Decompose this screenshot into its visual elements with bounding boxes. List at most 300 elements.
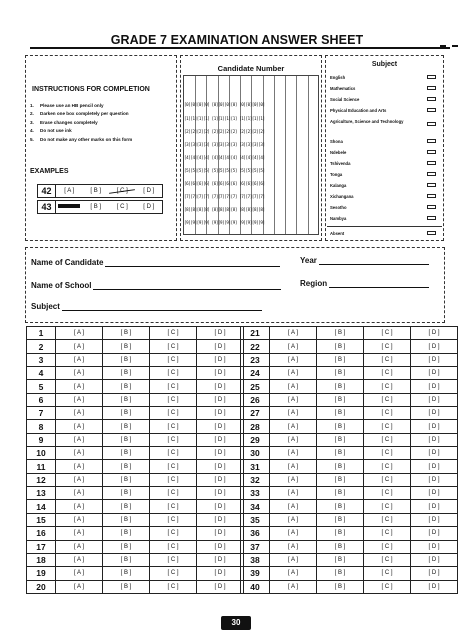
question-number: 23 <box>241 353 270 366</box>
region-label: Region <box>300 279 328 288</box>
subject-item: Physical Education and Arts <box>330 108 387 113</box>
answer-row <box>27 353 244 366</box>
answer-grid-right <box>240 326 458 594</box>
answer-option-a[interactable]: [ A ] <box>56 393 103 406</box>
subject-item: Agriculture, Science and Technology <box>330 119 404 124</box>
instructions-list <box>30 102 132 144</box>
answer-row <box>241 420 458 433</box>
answer-option-c[interactable]: [ C ] <box>364 540 411 553</box>
answer-option-c[interactable]: [ C ] <box>150 500 197 513</box>
answer-option-d[interactable]: [ D ] <box>411 567 458 580</box>
title-divider-dash <box>440 45 458 51</box>
answer-option-d[interactable]: [ D ] <box>197 460 244 473</box>
answer-option-b[interactable]: [ B ] <box>317 327 364 340</box>
answer-option-c[interactable]: [ C ] <box>364 527 411 540</box>
question-number: 30 <box>241 447 270 460</box>
answer-option-a[interactable]: [ A ] <box>56 473 103 486</box>
answer-option-b[interactable]: [ B ] <box>317 500 364 513</box>
answer-option-d[interactable]: [ D ] <box>411 513 458 526</box>
answer-option-b[interactable]: [ B ] <box>317 460 364 473</box>
option-d: [ D ] <box>143 188 155 194</box>
answer-option-a[interactable]: [ A ] <box>56 460 103 473</box>
answer-option-d[interactable]: [ D ] <box>197 353 244 366</box>
answer-option-c[interactable]: [ C ] <box>364 473 411 486</box>
answer-option-a[interactable]: [ A ] <box>56 513 103 526</box>
question-number: 3 <box>27 353 56 366</box>
answer-option-b[interactable]: [ B ] <box>317 367 364 380</box>
answer-option-a[interactable]: [ A ] <box>270 327 317 340</box>
subject-item: Shona <box>330 139 343 144</box>
answer-option-a[interactable]: [ A ] <box>56 327 103 340</box>
answer-option-d[interactable]: [ D ] <box>411 380 458 393</box>
answer-option-d[interactable]: [ D ] <box>197 580 244 593</box>
answer-option-d[interactable]: [ D ] <box>197 433 244 446</box>
answer-option-c[interactable]: [ C ] <box>150 527 197 540</box>
answer-option-d[interactable]: [ D ] <box>411 473 458 486</box>
answer-option-b[interactable]: [ B ] <box>103 540 150 553</box>
answer-option-d[interactable]: [ D ] <box>411 393 458 406</box>
question-number: 12 <box>27 473 56 486</box>
answer-row <box>241 527 458 540</box>
answer-row <box>27 473 244 486</box>
answer-option-a[interactable]: [ A ] <box>270 567 317 580</box>
subject-checkbox[interactable] <box>427 194 436 198</box>
answer-option-b[interactable]: [ B ] <box>103 553 150 566</box>
option-b: [ B ] <box>90 204 102 210</box>
answer-option-a[interactable]: [ A ] <box>270 487 317 500</box>
question-number: 29 <box>241 433 270 446</box>
subject-checkbox[interactable] <box>427 97 436 101</box>
answer-option-c[interactable]: [ C ] <box>150 567 197 580</box>
answer-option-a[interactable]: [ A ] <box>56 407 103 420</box>
answer-option-c[interactable]: [ C ] <box>364 433 411 446</box>
question-number: 20 <box>27 580 56 593</box>
answer-option-d[interactable]: [ D ] <box>197 447 244 460</box>
answer-option-d[interactable]: [ D ] <box>411 580 458 593</box>
answer-option-b[interactable]: [ B ] <box>317 540 364 553</box>
answer-option-d[interactable]: [ D ] <box>411 500 458 513</box>
answer-option-b[interactable]: [ B ] <box>317 380 364 393</box>
answer-option-a[interactable]: [ A ] <box>270 500 317 513</box>
answer-option-d[interactable]: [ D ] <box>197 367 244 380</box>
answer-option-c[interactable]: [ C ] <box>150 473 197 486</box>
candidate-digit-row[interactable]: [7][7][7][7] [7][7][7][7] [7][7][7][7] <box>184 194 265 199</box>
answer-option-c[interactable]: [ C ] <box>150 487 197 500</box>
answer-option-d[interactable]: [ D ] <box>197 393 244 406</box>
question-number: 17 <box>27 540 56 553</box>
answer-option-d[interactable]: [ D ] <box>411 420 458 433</box>
candidate-name-field[interactable] <box>31 258 280 267</box>
subject-checkbox[interactable] <box>427 216 436 220</box>
answer-option-a[interactable]: [ A ] <box>270 460 317 473</box>
question-number: 31 <box>241 460 270 473</box>
option-b: [ B ] <box>90 188 102 194</box>
question-number: 6 <box>27 393 56 406</box>
answer-row <box>27 447 244 460</box>
answer-option-c[interactable]: [ C ] <box>150 420 197 433</box>
answer-option-c[interactable]: [ C ] <box>364 553 411 566</box>
answer-option-b[interactable]: [ B ] <box>317 567 364 580</box>
answer-option-d[interactable]: [ D ] <box>197 567 244 580</box>
answer-row <box>241 353 458 366</box>
answer-option-a[interactable]: [ A ] <box>270 433 317 446</box>
candidate-digit-row[interactable]: [1][1][1][1] [1][1][1][1] [1][1][1][1] <box>184 116 265 121</box>
answer-option-a[interactable]: [ A ] <box>56 420 103 433</box>
instruction-item: 3. Erase changes completely <box>30 119 98 125</box>
subject-checkbox[interactable] <box>427 86 436 90</box>
answer-option-a[interactable]: [ A ] <box>56 433 103 446</box>
page-number: 30 <box>221 616 251 630</box>
answer-option-a[interactable]: [ A ] <box>270 407 317 420</box>
option-c: [ C ] <box>116 204 128 210</box>
subject-checkbox[interactable] <box>427 122 436 126</box>
answer-option-b[interactable]: [ B ] <box>317 447 364 460</box>
subject-label: Subject <box>31 302 60 311</box>
subject-checkbox[interactable] <box>427 108 436 112</box>
answer-option-b[interactable]: [ B ] <box>317 407 364 420</box>
subject-checkbox[interactable] <box>427 172 436 176</box>
answer-option-b[interactable]: [ B ] <box>103 340 150 353</box>
absent-checkbox[interactable] <box>427 231 436 235</box>
subject-heading: Subject <box>371 61 398 68</box>
answer-option-d[interactable]: [ D ] <box>411 407 458 420</box>
question-number: 35 <box>241 513 270 526</box>
answer-option-a[interactable]: [ A ] <box>56 527 103 540</box>
answer-option-d[interactable]: [ D ] <box>411 447 458 460</box>
answer-option-b[interactable]: [ B ] <box>103 580 150 593</box>
answer-row <box>27 553 244 566</box>
question-number: 15 <box>27 513 56 526</box>
instruction-item: 4. Do not use ink <box>30 128 72 134</box>
answer-option-c[interactable]: [ C ] <box>150 580 197 593</box>
answer-row <box>241 473 458 486</box>
question-number: 38 <box>241 553 270 566</box>
answer-option-a[interactable]: [ A ] <box>270 420 317 433</box>
answer-option-d[interactable]: [ D ] <box>411 327 458 340</box>
answer-option-d[interactable]: [ D ] <box>411 353 458 366</box>
answer-option-b[interactable]: [ B ] <box>103 473 150 486</box>
question-number: 16 <box>27 527 56 540</box>
question-number: 4 <box>27 367 56 380</box>
answer-grid-left <box>26 326 244 594</box>
candidate-digit-row[interactable]: [6][6][6][6] [6][6][6][6] [6][6][6][6] <box>184 181 265 186</box>
answer-option-b[interactable]: [ B ] <box>103 447 150 460</box>
question-number: 10 <box>27 447 56 460</box>
answer-option-a[interactable]: [ A ] <box>56 487 103 500</box>
answer-option-c[interactable]: [ C ] <box>364 580 411 593</box>
answer-option-d[interactable]: [ D ] <box>411 540 458 553</box>
answer-option-c[interactable]: [ C ] <box>150 447 197 460</box>
question-number: 34 <box>241 500 270 513</box>
answer-row <box>241 327 458 340</box>
answer-row <box>27 460 244 473</box>
example-number: 43 <box>38 201 56 213</box>
example-number: 42 <box>38 185 56 197</box>
answer-option-b[interactable]: [ B ] <box>103 367 150 380</box>
answer-option-b[interactable]: [ B ] <box>103 353 150 366</box>
answer-option-a[interactable]: [ A ] <box>270 393 317 406</box>
answer-option-b[interactable]: [ B ] <box>103 527 150 540</box>
answer-row <box>241 447 458 460</box>
answer-option-d[interactable]: [ D ] <box>197 553 244 566</box>
answer-option-c[interactable]: [ C ] <box>150 327 197 340</box>
subject-item: Tshivenda <box>330 161 351 166</box>
answer-option-a[interactable]: [ A ] <box>270 527 317 540</box>
answer-option-a[interactable]: [ A ] <box>270 380 317 393</box>
question-number: 9 <box>27 433 56 446</box>
answer-row <box>241 553 458 566</box>
answer-option-b[interactable]: [ B ] <box>317 473 364 486</box>
subject-item: Kalanga <box>330 183 347 188</box>
answer-option-b[interactable]: [ B ] <box>103 420 150 433</box>
answer-option-b[interactable]: [ B ] <box>317 527 364 540</box>
subject-item: Mathematics <box>330 86 356 91</box>
answer-option-c[interactable]: [ C ] <box>364 353 411 366</box>
answer-option-b[interactable]: [ B ] <box>103 393 150 406</box>
question-number: 11 <box>27 460 56 473</box>
candidate-digit-row[interactable]: [0][0][0][0] [0][0][0][0] [0][0][0][0] <box>184 102 265 107</box>
answer-option-c[interactable]: [ C ] <box>150 340 197 353</box>
answer-option-d[interactable]: [ D ] <box>197 473 244 486</box>
answer-option-c[interactable]: [ C ] <box>150 540 197 553</box>
answer-row <box>27 380 244 393</box>
absent-label: Absent <box>330 231 345 236</box>
answer-option-b[interactable]: [ B ] <box>103 460 150 473</box>
question-number: 36 <box>241 527 270 540</box>
example-row <box>37 184 163 198</box>
answer-option-d[interactable]: [ D ] <box>197 407 244 420</box>
answer-option-b[interactable]: [ B ] <box>317 353 364 366</box>
subject-divider <box>327 226 442 227</box>
answer-row <box>27 327 244 340</box>
answer-option-d[interactable]: [ D ] <box>411 527 458 540</box>
answer-option-b[interactable]: [ B ] <box>317 433 364 446</box>
example-row <box>37 200 163 214</box>
candidate-name-label: Name of Candidate <box>31 258 104 267</box>
answer-option-c[interactable]: [ C ] <box>150 407 197 420</box>
answer-option-d[interactable]: [ D ] <box>197 487 244 500</box>
subject-item: Social Science <box>330 97 360 102</box>
answer-row <box>241 460 458 473</box>
answer-option-d[interactable]: [ D ] <box>411 487 458 500</box>
question-number: 40 <box>241 580 270 593</box>
answer-option-b[interactable]: [ B ] <box>317 487 364 500</box>
question-number: 21 <box>241 327 270 340</box>
answer-option-a[interactable]: [ A ] <box>270 540 317 553</box>
subject-item: Nambya <box>330 216 347 221</box>
year-label: Year <box>300 256 317 265</box>
question-number: 19 <box>27 567 56 580</box>
answer-option-c[interactable]: [ C ] <box>150 513 197 526</box>
option-c-crossed: [ C ] <box>111 188 133 194</box>
subject-item: English <box>330 75 346 80</box>
answer-option-c[interactable]: [ C ] <box>364 327 411 340</box>
answer-option-c[interactable]: [ C ] <box>150 380 197 393</box>
subject-checkbox[interactable] <box>427 205 436 209</box>
instruction-item: 2. Darken one box completely per question <box>30 111 129 117</box>
answer-row <box>27 420 244 433</box>
answer-option-d[interactable]: [ D ] <box>411 433 458 446</box>
answer-option-a[interactable]: [ A ] <box>270 340 317 353</box>
examples-heading: EXAMPLES <box>30 168 69 175</box>
answer-option-a[interactable]: [ A ] <box>56 540 103 553</box>
subject-item: Tonga <box>330 172 343 177</box>
answer-option-d[interactable]: [ D ] <box>411 367 458 380</box>
region-field[interactable] <box>300 279 429 288</box>
question-number: 26 <box>241 393 270 406</box>
answer-option-c[interactable]: [ C ] <box>364 367 411 380</box>
candidate-digit-row[interactable]: [9][9][9][9] [9][9][9][9] [9][9][9][9] <box>184 220 265 225</box>
year-field[interactable] <box>300 256 429 265</box>
answer-option-c[interactable]: [ C ] <box>364 420 411 433</box>
question-number: 28 <box>241 420 270 433</box>
answer-option-a[interactable]: [ A ] <box>56 367 103 380</box>
answer-option-c[interactable]: [ C ] <box>364 407 411 420</box>
candidate-digit-row[interactable]: [8][8][8][8] [8][8][8][8] [8][8][8][8] <box>184 207 265 212</box>
answer-option-b[interactable]: [ B ] <box>317 420 364 433</box>
answer-row <box>241 393 458 406</box>
question-number: 14 <box>27 500 56 513</box>
answer-option-a[interactable]: [ A ] <box>56 353 103 366</box>
answer-row <box>241 367 458 380</box>
answer-row <box>27 540 244 553</box>
subject-checkbox[interactable] <box>427 150 436 154</box>
answer-option-c[interactable]: [ C ] <box>150 353 197 366</box>
answer-row <box>241 540 458 553</box>
answer-row <box>27 407 244 420</box>
question-number: 25 <box>241 380 270 393</box>
answer-option-a[interactable]: [ A ] <box>270 473 317 486</box>
answer-option-a[interactable]: [ A ] <box>56 500 103 513</box>
answer-option-c[interactable]: [ C ] <box>364 460 411 473</box>
answer-option-a[interactable]: [ A ] <box>56 380 103 393</box>
answer-option-b[interactable]: [ B ] <box>317 340 364 353</box>
answer-option-a[interactable]: [ A ] <box>56 567 103 580</box>
answer-option-c[interactable]: [ C ] <box>364 380 411 393</box>
answer-row <box>241 380 458 393</box>
answer-row <box>27 487 244 500</box>
subject-checkbox[interactable] <box>427 161 436 165</box>
question-number: 8 <box>27 420 56 433</box>
answer-option-d[interactable]: [ D ] <box>197 420 244 433</box>
answer-option-a[interactable]: [ A ] <box>270 580 317 593</box>
answer-row <box>241 433 458 446</box>
answer-option-d[interactable]: [ D ] <box>197 527 244 540</box>
answer-option-a[interactable]: [ A ] <box>270 367 317 380</box>
answer-row <box>27 567 244 580</box>
answer-option-d[interactable]: [ D ] <box>197 340 244 353</box>
answer-option-c[interactable]: [ C ] <box>364 340 411 353</box>
answer-option-d[interactable]: [ D ] <box>411 553 458 566</box>
subject-checkbox[interactable] <box>427 139 436 143</box>
answer-option-c[interactable]: [ C ] <box>364 487 411 500</box>
answer-row <box>27 340 244 353</box>
subject-checkbox[interactable] <box>427 75 436 79</box>
answer-row <box>27 433 244 446</box>
candidate-digit-row[interactable]: [5][5][5][5] [5][5][5][5] [5][5][5][5] <box>184 168 265 173</box>
school-name-label: Name of School <box>31 281 92 290</box>
answer-option-b[interactable]: [ B ] <box>103 513 150 526</box>
candidate-digit-row[interactable]: [3][3][3][3] [3][3][3][3] [3][3][3][3] <box>184 142 265 147</box>
answer-row <box>27 367 244 380</box>
subject-field[interactable] <box>31 302 262 311</box>
answer-row <box>27 580 244 593</box>
answer-option-d[interactable]: [ D ] <box>411 340 458 353</box>
answer-option-b[interactable]: [ B ] <box>103 500 150 513</box>
answer-option-c[interactable]: [ C ] <box>150 553 197 566</box>
answer-option-c[interactable]: [ C ] <box>364 500 411 513</box>
answer-option-b[interactable]: [ B ] <box>103 407 150 420</box>
answer-option-a[interactable]: [ A ] <box>56 447 103 460</box>
answer-option-a[interactable]: [ A ] <box>270 447 317 460</box>
answer-option-b[interactable]: [ B ] <box>317 580 364 593</box>
candidate-digit-row[interactable]: [4][4][4][4] [4][4][4][4] [4][4][4][4] <box>184 155 265 160</box>
answer-option-b[interactable]: [ B ] <box>103 433 150 446</box>
answer-option-a[interactable]: [ A ] <box>56 553 103 566</box>
subject-panel <box>325 55 444 241</box>
answer-row <box>241 580 458 593</box>
answer-option-b[interactable]: [ B ] <box>103 380 150 393</box>
answer-option-c[interactable]: [ C ] <box>150 393 197 406</box>
answer-option-c[interactable]: [ C ] <box>364 567 411 580</box>
answer-row <box>241 567 458 580</box>
answer-option-d[interactable]: [ D ] <box>411 460 458 473</box>
answer-option-d[interactable]: [ D ] <box>197 380 244 393</box>
answer-option-c[interactable]: [ C ] <box>150 460 197 473</box>
question-number: 13 <box>27 487 56 500</box>
answer-row <box>27 393 244 406</box>
answer-option-b[interactable]: [ B ] <box>103 567 150 580</box>
sheet-title: GRADE 7 EXAMINATION ANSWER SHEET <box>110 33 364 47</box>
answer-row <box>27 500 244 513</box>
answer-option-b[interactable]: [ B ] <box>317 513 364 526</box>
candidate-digit-row[interactable]: [2][2][2][2] [2][2][2][2] [2][2][2][2] <box>184 129 265 134</box>
answer-option-b[interactable]: [ B ] <box>317 393 364 406</box>
question-number: 2 <box>27 340 56 353</box>
answer-option-b[interactable]: [ B ] <box>103 487 150 500</box>
question-number: 33 <box>241 487 270 500</box>
option-a: [ A ] <box>64 188 75 194</box>
subject-item: Sesotho <box>330 205 347 210</box>
answer-row <box>27 513 244 526</box>
answer-option-a[interactable]: [ A ] <box>270 513 317 526</box>
answer-option-a[interactable]: [ A ] <box>270 353 317 366</box>
question-number: 7 <box>27 407 56 420</box>
answer-option-b[interactable]: [ B ] <box>103 327 150 340</box>
school-name-field[interactable] <box>31 281 281 290</box>
answer-option-d[interactable]: [ D ] <box>197 327 244 340</box>
answer-option-d[interactable]: [ D ] <box>197 540 244 553</box>
subject-item: Xichangana <box>330 194 354 199</box>
question-number: 37 <box>241 540 270 553</box>
subject-checkbox[interactable] <box>427 183 436 187</box>
answer-option-b[interactable]: [ B ] <box>317 553 364 566</box>
answer-option-c[interactable]: [ C ] <box>150 433 197 446</box>
answer-option-a[interactable]: [ A ] <box>270 553 317 566</box>
answer-option-c[interactable]: [ C ] <box>364 393 411 406</box>
answer-option-c[interactable]: [ C ] <box>150 367 197 380</box>
answer-option-c[interactable]: [ C ] <box>364 447 411 460</box>
question-number: 24 <box>241 367 270 380</box>
instruction-item: 5. Do not make any other marks on this form <box>30 136 133 142</box>
answer-option-d[interactable]: [ D ] <box>197 500 244 513</box>
answer-row <box>241 407 458 420</box>
answer-option-d[interactable]: [ D ] <box>197 513 244 526</box>
answer-option-c[interactable]: [ C ] <box>364 513 411 526</box>
answer-option-a[interactable]: [ A ] <box>56 580 103 593</box>
title-divider <box>30 47 450 49</box>
answer-option-a[interactable]: [ A ] <box>56 340 103 353</box>
